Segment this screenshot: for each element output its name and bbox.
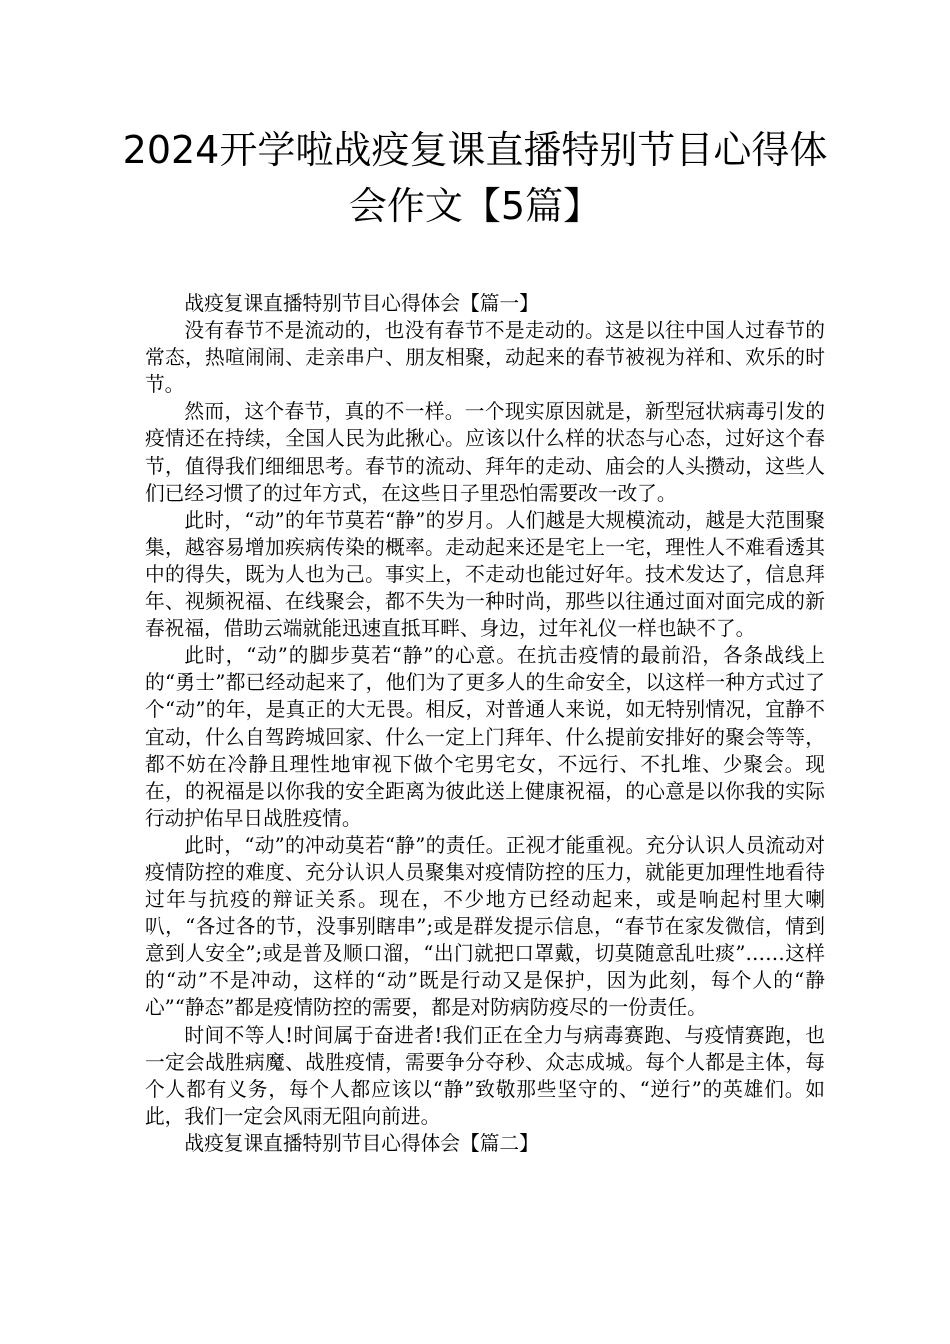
body-paragraph: 时间不等人!时间属于奋进者!我们正在全力与病毒赛跑、与疫情赛跑，也一定会战胜病魔、战胜疫情，需要争分夺秒、众志成城。每个人都是主体，每个人都有义务，每个人都应该以“静”致敬那些坚守的、“逆行”的英雄们。如此，我们一定会风雨无阻向前进。 [145, 1023, 825, 1128]
body-paragraph: 此时，“动”的年节莫若“静”的岁月。人们越是大规模流动，越是大范围聚集，越容易增加疾病传染的概率。走动起来还是宅上一宅，理性人不难看透其中的得失，既为人也为己。事实上，不走动也能过好年。技术发达了，信息拜年、视频祝福、在线聚会，都不失为一种时尚，那些以往通过面对面完成的新春祝福，借助云端就能迅速直抵耳畔、身边，过年礼仪一样也缺不了。 [145, 508, 825, 641]
body-paragraph: 此时，“动”的脚步莫若“静”的心意。在抗击疫情的最前沿，各条战线上的“勇士”都已经动起来了，他们为了更多人的生命安全，以这样一种方式过了个“动”的年，是真正的大无畏。相反，对普通人来说，如无特别情况，宜静不宜动，什么自驾跨城回家、什么一定上门拜年、什么提前安排好的聚会等等，都不妨在冷静且理性地审视下做个宅男宅女，不远行、不扎堆、少聚会。现在，的祝福是以你我的安全距离为彼此送上健康祝福，的心意是以你我的实际行动护佑早日战胜疫情。 [145, 644, 825, 830]
document-body [145, 290, 825, 1157]
body-paragraph: 此时，“动”的冲动莫若“静”的责任。正视才能重视。充分认识人员流动对疫情防控的难度、充分认识人员聚集对疫情防控的压力，就能更加理性地看待过年与抗疫的辩证关系。现在，不少地方已经动起来，或是响起村里大喇叭，“各过各的节，没事别瞎串”;或是群发提示信息，“春节在家发微信，情到意到人安全”;或是普及顺口溜，“出门就把口罩戴，切莫随意乱吐痰”……这样的“动”不是冲动，这样的“动”既是行动又是保护，因为此刻，每个人的“静心”“静态”都是疫情防控的需要，都是对防病防疫尽的一份责任。 [145, 833, 825, 1020]
body-paragraph: 然而，这个春节，真的不一样。一个现实原因就是，新型冠状病毒引发的疫情还在持续，全国人民为此揪心。应该以什么样的状态与心态，过好这个春节，值得我们细细思考。春节的流动、拜年的走动、庙会的人头攒动，这些人们已经习惯了的过年方式，在这些日子里恐怕需要改一改了。 [145, 400, 825, 505]
body-paragraph: 没有春节不是流动的，也没有春节不是走动的。这是以往中国人过春节的常态，热喧闹闹、走亲串户、朋友相聚，动起来的春节被视为祥和、欢乐的时节。 [145, 319, 825, 397]
document-title: 2024开学啦战疫复课直播特别节目心得体会作文【5篇】 [122, 128, 828, 228]
section-heading-1: 战疫复课直播特别节目心得体会【篇一】 [184, 292, 539, 315]
section-heading-2: 战疫复课直播特别节目心得体会【篇二】 [184, 1131, 539, 1155]
